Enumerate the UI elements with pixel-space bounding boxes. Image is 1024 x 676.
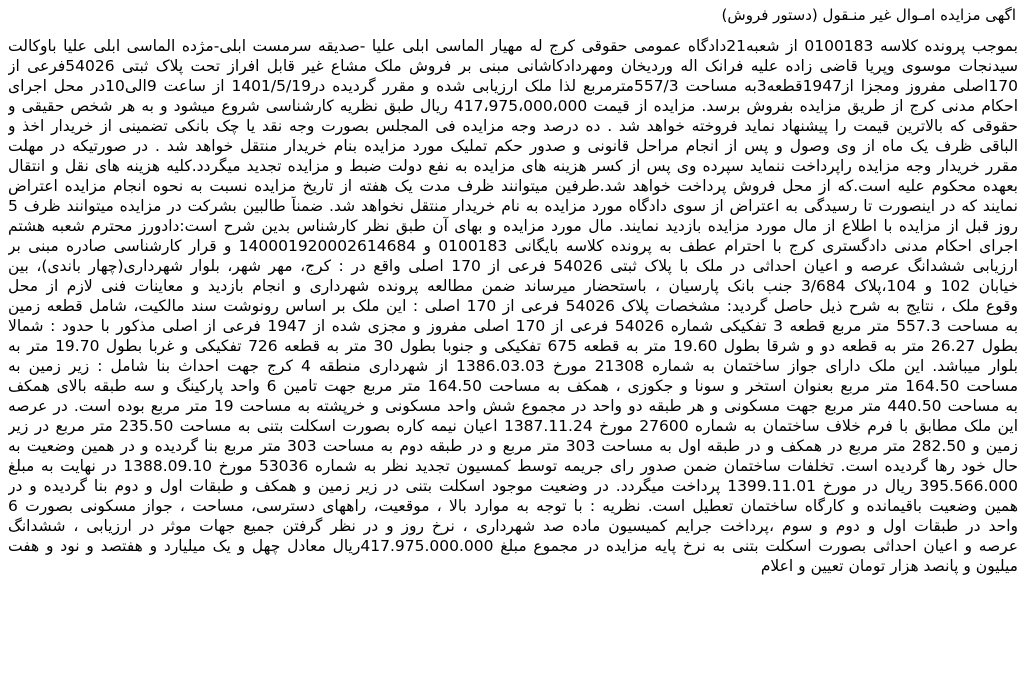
notice-title: اگهی مزایده امـوال غیر منـقول (دستور فروش): [721, 6, 1016, 24]
body-line: همین وضعیت باقیمانده و کارگاه ساختمان تعطیل است. نظریه : با توجه به موارد بالا ، موقعیت، راههای دسترسی، مساحت ، جواز مسکونی بصورت 6: [8, 497, 1018, 515]
body-line: الباقی ظرف یک ماه از وی وصول و پس از انجام مراحل قانونی و صدور حکم تملیک مورد مزایده بنام خریدار منتقل خواهد شد . در صورتیکه در مهلت: [8, 137, 1018, 155]
body-line: وقوع ملک ، نتایج به شرح ذیل حاصل گردید: مشخصات پلاک 54026 فرعی از 170 اصلی : این ملک بر اساس رونوشت سند مالکیت، شامل قطعه زمین: [8, 297, 1018, 315]
body-line: بموجب پرونده کلاسه 0100183 از شعبه21دادگاه عمومی حقوقی کرج له مهیار الماسی ابلی علیا -صدیقه سرمست ابلی-مژده الماسی ابلی علیا باوکالت: [8, 37, 1018, 55]
body-line: 170اصلی مفروز ومجزا از1947قطعه3به مساحت 557/3مترمربع لذا ملک ارزیابی شده و مقرر گردیده در1401/5/19 از ساعت 9الی10در محل اجرای: [8, 77, 1018, 95]
body-line: به مساحت 557.3 متر مربع قطعه 3 تفکیکی شماره 54026 فرعی از 170 اصلی مفروز و مجزی شده از 1947 فرعی از اصلی مذکور با حدود : شمالا: [8, 317, 1018, 335]
body-line: اجرای احکام مدنی دادگستری کرج با احترام عطف به پرونده کلاسه بایگانی 0100183 و 140001920002614684 و قرار کارشناسی صادره مبنی بر: [8, 237, 1018, 255]
body-line: مساحت 164.50 متر مربع بعنوان استخر و سونا و جکوزی ، همکف به مساحت 164.50 متر مربع جهت تامین 6 واحد پارکینگ و سه طبقه بالای همکف: [8, 377, 1018, 395]
body-line: حال خود رها گردیده است. تخلفات ساختمان ضمن صدور رای جریمه توسط کمسیون تجدید نظر به شماره 53036 مورخ 1388.09.10 در نهایت به مبلغ: [8, 457, 1018, 475]
body-line: روز قبل از مزایده با اطلاع از مال مورد مزایده بازدید نمایند. مال مورد مزایده و بهای آن طبق نظر کارشناس بدین شرح است:دادورز محترم شعبه هشتم: [8, 217, 1018, 235]
body-line: واحد در طبقات اول و دوم و سوم ،پرداخت جرایم کمیسیون ماده صد شهرداری ، نرخ روز و در نظر گرفتن جمیع جهات موثر در ارزیابی ، ششدانگ: [8, 517, 1018, 535]
body-line: سیدنجات موسوی وپریا قاضی زاده علیه فرانک اله وردیخان ومهردادکاشانی مبنی بر فروش ملک مشاع غیر قابل افراز تحت پلاک ثبتی 54026فرعی از: [8, 57, 1018, 75]
body-line: این ملک مطابق با فرم خلاف ساختمان به شماره 27600 مورخ 1387.11.24 اعیان نیمه کاره بصورت اسکلت بتنی به مساحت 235.50 متر مربع در زیر: [8, 417, 1018, 435]
body-line: خیابان 102 و 104،پلاک 3/684 جنب بانک پارسیان ، باستحضار میرساند ضمن مطالعه پرونده شهرداری و انجام بازدید و معاینات فنی لازم از محل: [8, 277, 1018, 295]
body-line: بلوار میباشد. این ملک دارای جواز ساختمان به شماره 21308 مورخ 1386.03.03 از شهرداری منطقه 4 کرج جهت احداث بنا شامل : زیر زمین به: [8, 357, 1018, 375]
body-line: به مساحت 440.50 متر مربع جهت مسکونی و هر طبقه دو واحد در مجموع شش واحد مسکونی و خرپشته به مساحت 19 متر مربع بوده است. در عرصه: [8, 397, 1018, 415]
body-line: احکام مدنی کرج از طریق مزایده بفروش برسد. مزایده از قیمت 417،975،000،000 ریال طبق نظریه کارشناسی شروع میشود و به هر شخص حقیقی و: [8, 97, 1018, 115]
notice-body: [8, 36, 1018, 576]
body-line: زمین و 282.50 متر مربع در همکف و در طبقه اول به مساحت 303 متر مربع و در طبقه دوم به مساحت 303 متر مربع بنا گردیده و در همین وضعیت به: [8, 437, 1018, 455]
body-line: بطول 26.27 متر به قطعه دو و شرقا بطول 19.60 متر به قطعه 675 تفکیکی و جنوبا بطول 30 متر به قطعه 726 تفکیکی و غربا بطول 19.70 متر به: [8, 337, 1018, 355]
body-line: میلیون و پانصد هزار تومان تعیین و اعلام: [760, 557, 1018, 575]
body-line: نمایند که در اینصورت تا رسیدگی به اعتراض از سوی دادگاه مورد مزایده به نام خریدار منتقل نخواهد شد. ضمناً طالبین بشرکت در مزایده میتوانند ظرف 5: [8, 197, 1018, 215]
body-line: حقوقی که بالاترین قیمت را پیشنهاد نماید فروخته خواهد شد . ده درصد وجه مزایده فی المجلس بصورت وجه نقد یا چک بانکی تضمینی از خریدار اخذ و: [8, 117, 1018, 135]
body-line: 395.566.000 ریال در مورخ 1399.11.01 پرداخت میگردد. در وضعیت موجود اسکلت بتنی در زیر زمین و همکف و طبقات اول و دوم بنا گردیده و در: [8, 477, 1018, 495]
body-line: عرصه و اعیان احداثی بصورت اسکلت بتنی به نرخ پایه مزایده در مجموع مبلغ 417.975.000.000ریال معادل چهل و یک میلیارد و هفتصد و نود و هفت: [8, 537, 1018, 555]
body-line: مقرر خریدار وجه مزایده راپرداخت ننماید سپرده وی پس از کسر هزینه های مزایده به نفع دولت ضبط و مزایده تجدید میگردد.کلیه هزینه های نقل و انتقال: [8, 157, 1018, 175]
body-line: ارزیابی ششدانگ عرصه و اعیان احداثی در ملک با پلاک ثبتی 54026 فرعی از 170 اصلی واقع در : کرج، مهر شهر، بلوار شهرداری(چهار باندی)، بین: [8, 257, 1018, 275]
body-line: بعهده محکوم علیه است.که از محل فروش پرداخت خواهد شد.طرفین میتوانند ظرف مدت یک هفته از تاریخ مزایده نسبت به نحوه انجام مزایده اعتراض: [8, 177, 1018, 195]
